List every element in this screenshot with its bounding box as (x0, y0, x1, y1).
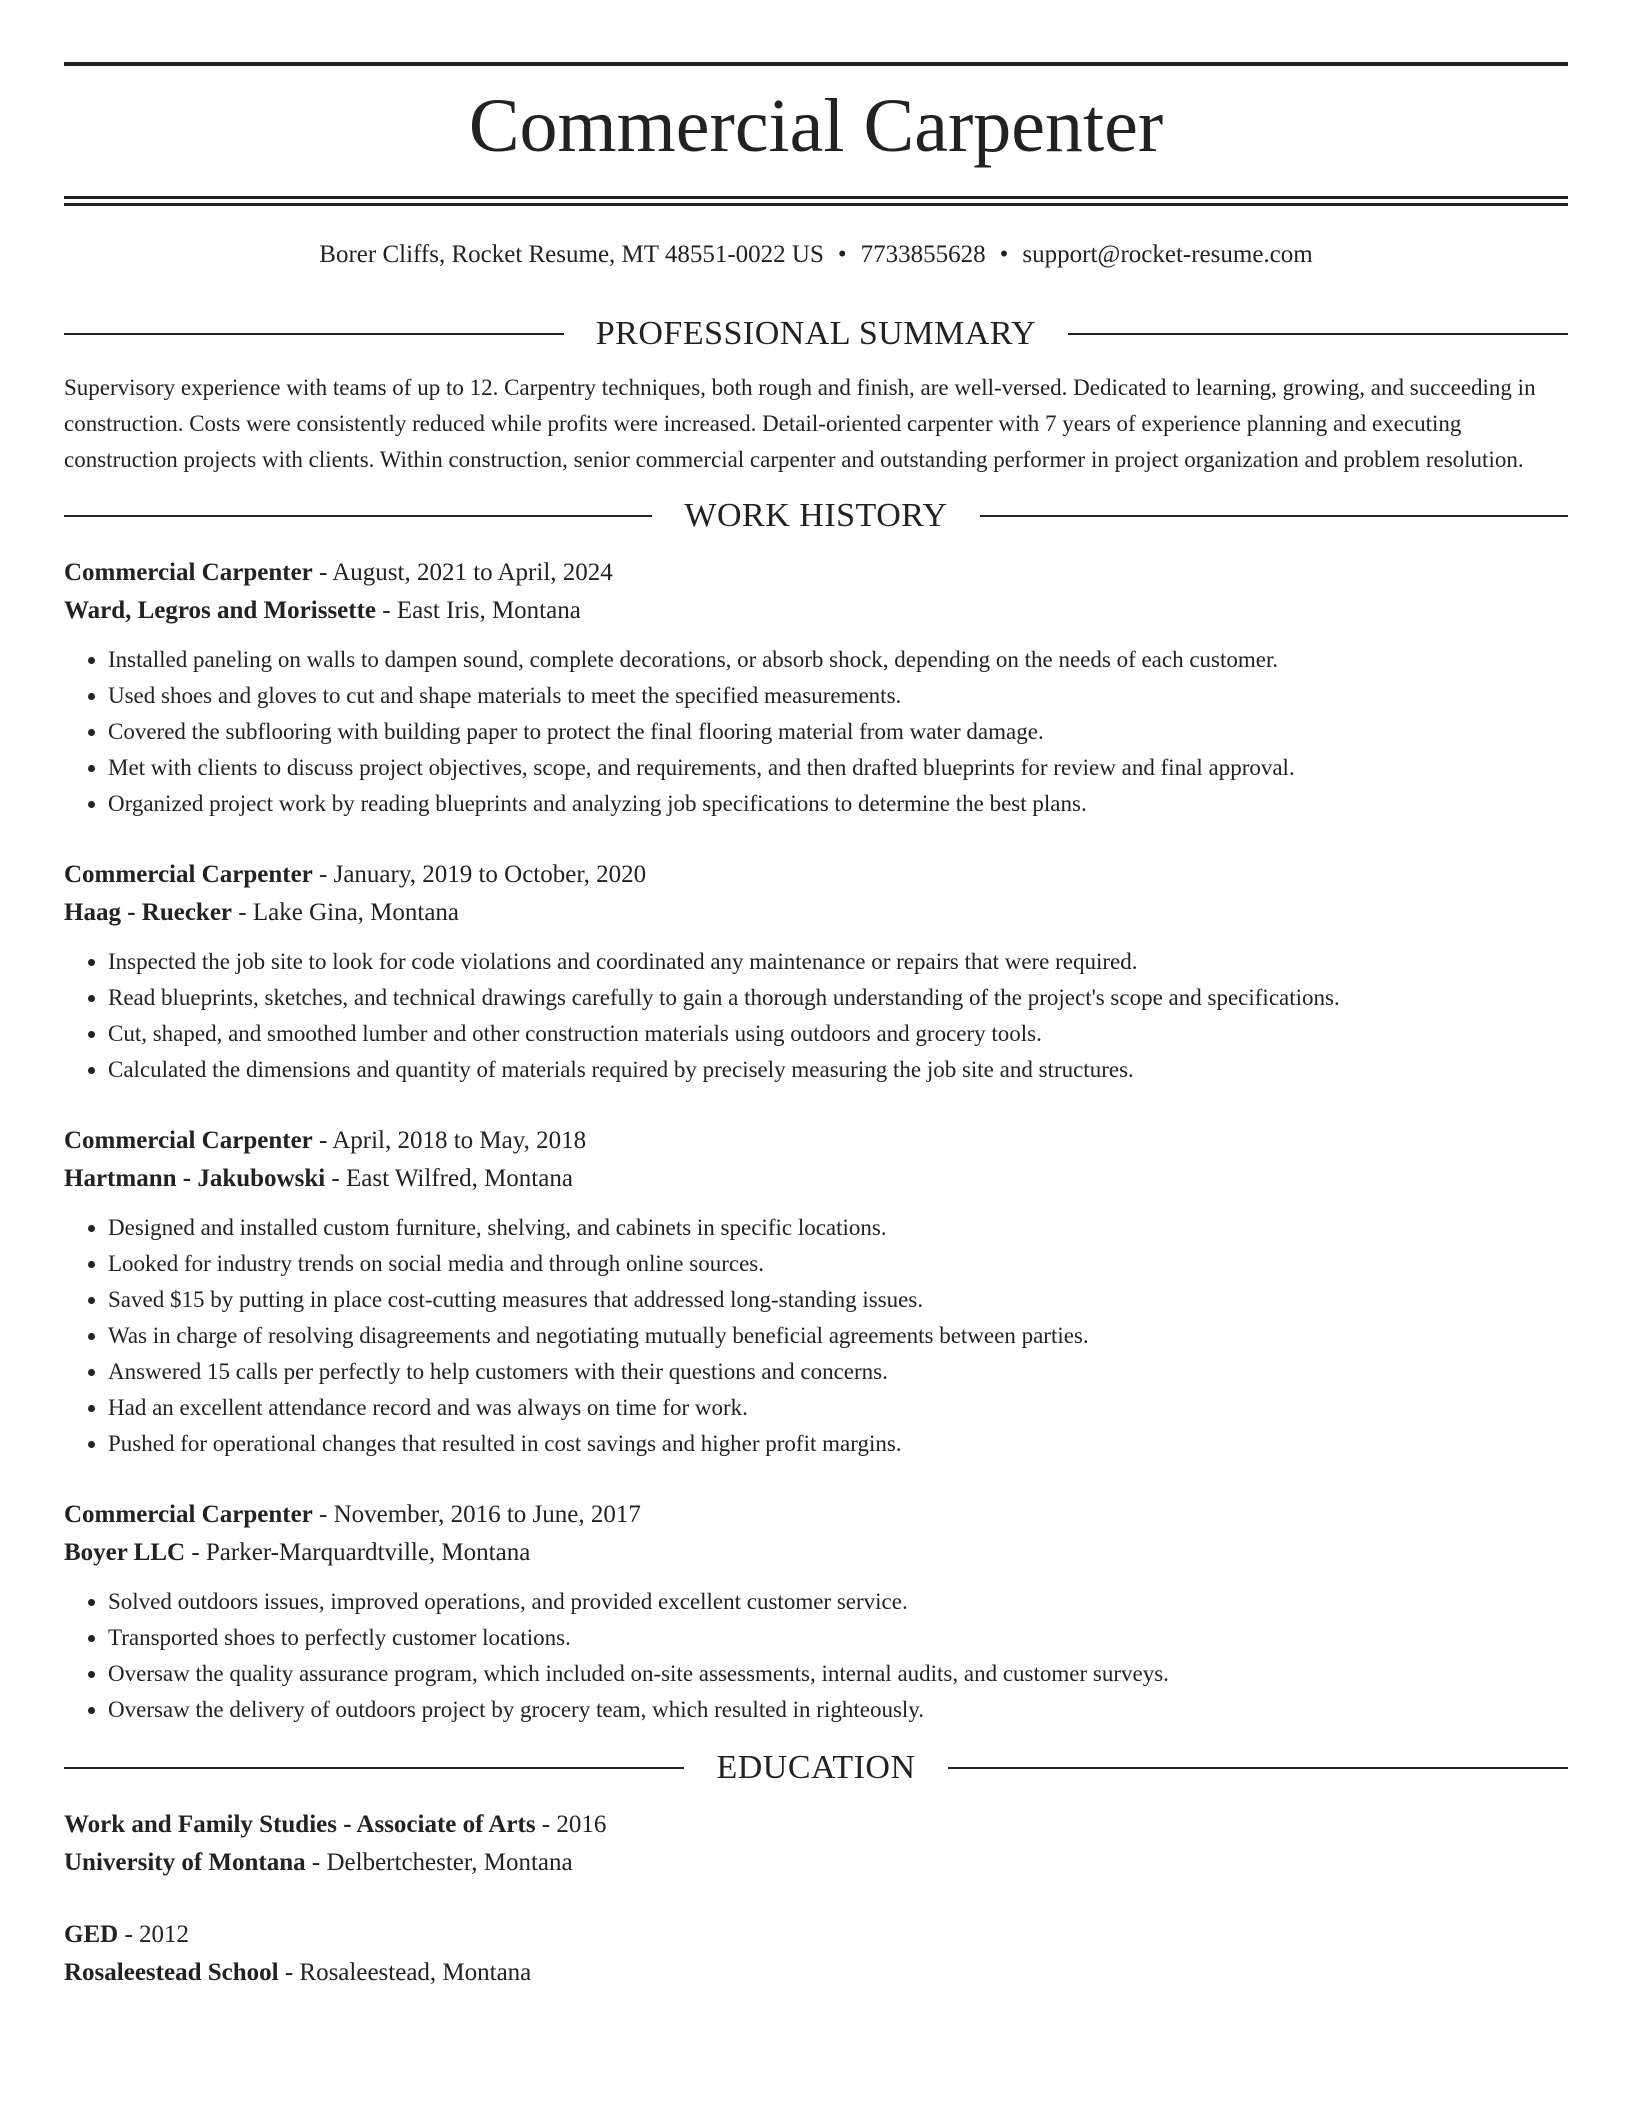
job-bullets (64, 1210, 1568, 1462)
job-bullets (64, 944, 1568, 1088)
job-company: Ward, Legros and Morissette (64, 597, 377, 624)
job-title-line (64, 1122, 1568, 1160)
job-bullet: • Pushed for operational changes that resulted in cost savings and higher profit margins. (108, 1426, 1568, 1462)
section-heading-work-history (64, 494, 1568, 538)
education-degree-line (64, 1806, 1568, 1844)
job-location: - Lake Gina, Montana (232, 899, 460, 926)
job-bullet: • Was in charge of resolving disagreements and negotiating mutually beneficial agreements between parties. (108, 1318, 1568, 1354)
job-bullet: • Oversaw the quality assurance program, which included on-site assessments, internal audits, and customer surveys. (108, 1656, 1568, 1692)
job-bullet: • Inspected the job site to look for code violations and coordinated any maintenance or repairs that were required. (108, 944, 1568, 980)
job-dates: - April, 2018 to May, 2018 (312, 1127, 587, 1154)
job-bullet: • Oversaw the delivery of outdoors project by grocery team, which resulted in righteously. (108, 1692, 1568, 1728)
job-location: - Parker-Marquardtville, Montana (185, 1539, 531, 1566)
summary-text: Supervisory experience with teams of up to 12. Carpentry techniques, both rough and finish, are well-versed. Dedicated to learning, growing, and succeeding in construction. Costs were consistently reduced while profits were increased. Detail-oriented carpenter with 7 years of experience planning and executing construction projects with clients. Within construction, senior commercial carpenter and outstanding performer in project organization and problem resolution. (64, 375, 1536, 472)
education-location: - Delbertchester, Montana (305, 1849, 573, 1876)
job-company-line (64, 592, 1568, 630)
job-bullet: • Solved outdoors issues, improved operations, and provided excellent customer service. (108, 1584, 1568, 1620)
education-entry (64, 1916, 1568, 1992)
job-title-line (64, 554, 1568, 592)
contact-phone: 7733855628 (860, 241, 986, 268)
job-bullet: • Met with clients to discuss project objectives, scope, and requirements, and then drafted blueprints for review and final approval. (108, 750, 1568, 786)
job-bullet: • Installed paneling on walls to dampen sound, complete decorations, or absorb shock, depending on the needs of each customer. (108, 642, 1568, 678)
job-bullet: • Saved $15 by putting in place cost-cutting measures that addressed long-standing issues. (108, 1282, 1568, 1318)
contact-email: support@rocket-resume.com (1022, 241, 1313, 268)
job-bullet: • Read blueprints, sketches, and technical drawings carefully to gain a thorough understanding of the project's scope and specifications. (108, 980, 1568, 1016)
education-location: - Rosaleestead, Montana (278, 1959, 532, 1986)
heading-divider-left (64, 333, 564, 335)
heading-divider-right (980, 515, 1568, 517)
job-title: Commercial Carpenter (64, 559, 313, 586)
section-heading-label: WORK HISTORY (684, 497, 948, 534)
job-dates: - November, 2016 to June, 2017 (312, 1501, 641, 1528)
job-bullet: • Had an excellent attendance record and was always on time for work. (108, 1390, 1568, 1426)
heading-divider-right (1068, 333, 1568, 335)
contact-line (64, 240, 1568, 270)
contact-separator: • (999, 241, 1009, 268)
job-bullets (64, 642, 1568, 822)
job-company: Haag - Ruecker (64, 899, 233, 926)
job-bullet: • Used shoes and gloves to cut and shape materials to meet the specified measurements. (108, 678, 1568, 714)
education-year: - 2016 (535, 1811, 607, 1838)
job-company-line (64, 894, 1568, 932)
job-title-line (64, 856, 1568, 894)
job-dates: - January, 2019 to October, 2020 (312, 861, 647, 888)
job-location: - East Iris, Montana (376, 597, 581, 624)
contact-address: Borer Cliffs, Rocket Resume, MT 48551-0022 US (319, 241, 824, 268)
job-title: Commercial Carpenter (64, 1127, 313, 1154)
heading-divider-right (948, 1767, 1568, 1769)
contact-separator: • (837, 241, 847, 268)
section-heading-summary (64, 312, 1568, 356)
job-entry (64, 554, 1568, 822)
job-company: Boyer LLC (64, 1539, 186, 1566)
job-bullets (64, 1584, 1568, 1728)
education-school: Rosaleestead School (64, 1959, 279, 1986)
heading-divider-left (64, 515, 652, 517)
education-degree-line (64, 1916, 1568, 1954)
header-bottom-rule (64, 196, 1568, 206)
job-bullet: • Organized project work by reading blueprints and analyzing job specifications to determine the best plans. (108, 786, 1568, 822)
job-entry (64, 1122, 1568, 1462)
education-school-line (64, 1954, 1568, 1992)
job-company-line (64, 1534, 1568, 1572)
education-school-line (64, 1844, 1568, 1882)
section-heading-label: EDUCATION (716, 1749, 916, 1786)
education-degree: GED (64, 1921, 119, 1948)
education-year: - 2012 (118, 1921, 190, 1948)
job-bullet: • Cut, shaped, and smoothed lumber and other construction materials using outdoors and grocery tools. (108, 1016, 1568, 1052)
candidate-name: Commercial Carpenter (468, 84, 1164, 168)
job-bullet: • Looked for industry trends on social media and through online sources. (108, 1246, 1568, 1282)
job-bullet: • Answered 15 calls per perfectly to help customers with their questions and concerns. (108, 1354, 1568, 1390)
job-company: Hartmann - Jakubowski (64, 1165, 326, 1192)
job-entry (64, 856, 1568, 1088)
education-entry (64, 1806, 1568, 1882)
job-bullet: • Designed and installed custom furniture, shelving, and cabinets in specific locations. (108, 1210, 1568, 1246)
job-entry (64, 1496, 1568, 1728)
job-title: Commercial Carpenter (64, 861, 313, 888)
job-location: - East Wilfred, Montana (325, 1165, 573, 1192)
job-dates: - August, 2021 to April, 2024 (312, 559, 613, 586)
job-bullet: • Transported shoes to perfectly customer locations. (108, 1620, 1568, 1656)
job-title-line (64, 1496, 1568, 1534)
job-bullet: • Calculated the dimensions and quantity of materials required by precisely measuring the job site and structures. (108, 1052, 1568, 1088)
section-heading-education (64, 1746, 1568, 1790)
job-bullet: • Covered the subflooring with building paper to protect the final flooring material from water damage. (108, 714, 1568, 750)
heading-divider-left (64, 1767, 684, 1769)
job-title: Commercial Carpenter (64, 1501, 313, 1528)
education-degree: Work and Family Studies - Associate of Arts (64, 1811, 536, 1838)
education-school: University of Montana (64, 1849, 306, 1876)
job-company-line (64, 1160, 1568, 1198)
section-heading-label: PROFESSIONAL SUMMARY (595, 315, 1037, 352)
